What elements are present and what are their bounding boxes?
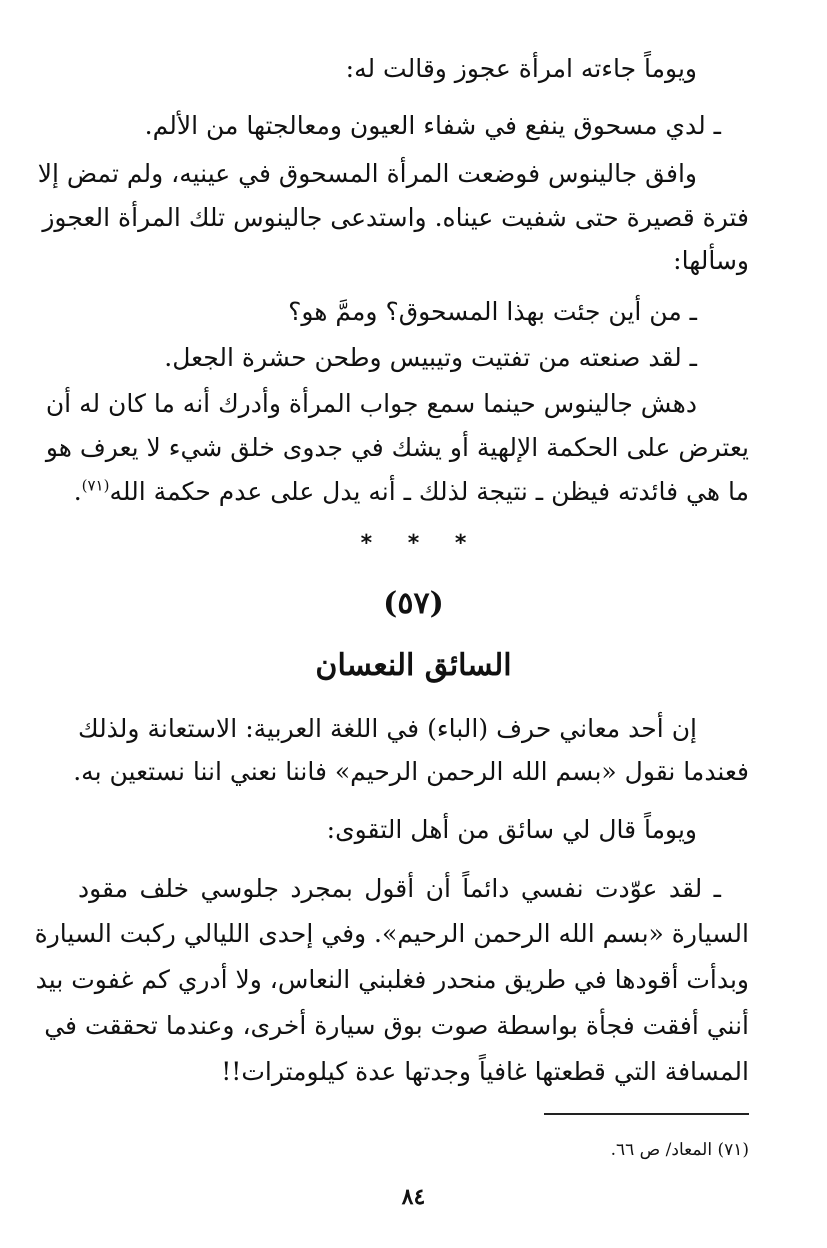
- book-page: [34, 0, 749, 1248]
- chapter-title: السائق النعسان: [315, 648, 512, 683]
- paragraph-line: وسألها:: [673, 246, 749, 275]
- footnote: (٧١) المعاد/ ص ٦٦.: [610, 1140, 749, 1160]
- section-separator: * * *: [360, 531, 467, 556]
- footnote-reference: (٧١): [81, 476, 110, 495]
- paragraph-line: فعندما نقول «بسم الله الرحمن الرحيم» فاننا نعني اننا نستعين به.: [73, 757, 749, 786]
- paragraph-line: أنني أفقت فجأة بواسطة صوت بوق سيارة أخرى، وعندما تحققت في: [44, 1011, 749, 1040]
- dialogue-line: ـ لقد عوّدت نفسي دائماً أن أقول بمجرد جلوسي خلف مقود: [78, 874, 721, 903]
- footnote-divider: [544, 1113, 749, 1115]
- paragraph-line: دهش جالينوس حينما سمع جواب المرأة وأدرك أنه ما كان له أن: [45, 389, 697, 418]
- page-number: ٨٤: [401, 1184, 426, 1210]
- paragraph-text: ما هي فائدته فيظن ـ نتيجة لذلك ـ أنه يدل على عدم حكمة الله: [109, 477, 749, 506]
- dialogue-line: ـ من أين جئت بهذا المسحوق؟ وممَّ هو؟: [288, 297, 697, 326]
- paragraph-line: يعترض على الحكمة الإلهية أو يشك في جدوى خلق شيء لا يعرف هو: [45, 433, 749, 462]
- paragraph-line: وافق جالينوس فوضعت المرأة المسحوق في عينيه، ولم تمض إلا: [37, 159, 697, 188]
- paragraph-line: وبدأت أقودها في طريق منحدر فغلبني النعاس، ولا أدري كم غفوت بيد: [35, 965, 749, 994]
- paragraph-line: المسافة التي قطعتها غافياً وجدتها عدة كيلومترات!!: [221, 1057, 749, 1086]
- sentence-end: .: [73, 477, 82, 506]
- dialogue-line: ـ لدي مسحوق ينفع في شفاء العيون ومعالجتها من الألم.: [144, 111, 721, 140]
- paragraph-line: السيارة «بسم الله الرحمن الرحيم». وفي إحدى الليالي ركبت السيارة: [34, 919, 749, 948]
- dialogue-line: ـ لقد صنعته من تفتيت وتيبيس وطحن حشرة الجعل.: [164, 343, 697, 372]
- paragraph-line: إن أحد معاني حرف (الباء) في اللغة العربية: الاستعانة ولذلك: [78, 714, 697, 743]
- paragraph-line: ويوماً جاءته امرأة عجوز وقالت له:: [345, 54, 697, 83]
- paragraph-line: فترة قصيرة حتى شفيت عيناه. واستدعى جالينوس تلك المرأة العجوز: [42, 203, 749, 232]
- paragraph-line: [73, 472, 749, 512]
- paragraph-line: ويوماً قال لي سائق من أهل التقوى:: [326, 815, 697, 844]
- chapter-number: (٥٧): [383, 586, 444, 621]
